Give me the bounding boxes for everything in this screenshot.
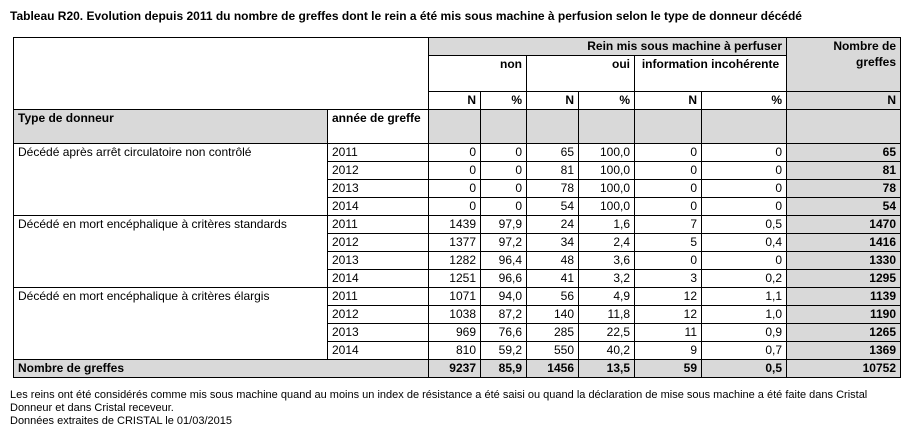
header-pct-oui: %: [579, 92, 635, 110]
value-cell-non-n: 1071: [429, 288, 481, 306]
value-cell-non-n: 0: [429, 198, 481, 216]
value-cell-inc-p: 1,1: [702, 288, 787, 306]
value-cell-non-p: 97,2: [481, 234, 527, 252]
value-cell-inc-p: 0: [702, 252, 787, 270]
donor-type-label: Décédé en mort encéphalique à critères standards: [14, 216, 328, 288]
value-cell-oui-n: 65: [527, 144, 579, 162]
value-cell-oui-n: 48: [527, 252, 579, 270]
value-cell-inc-p: 0: [702, 162, 787, 180]
header-donor-type: Type de donneur: [14, 110, 328, 144]
header-n-total: N: [787, 92, 901, 110]
total-cell: 1369: [787, 342, 901, 360]
footnote-line: Donneur et dans Cristal receveur.: [10, 402, 174, 414]
value-cell-oui-p: 11,8: [579, 306, 635, 324]
value-cell-inc-n: 0: [635, 252, 702, 270]
value-cell-inc-p: 0,5: [702, 216, 787, 234]
header-non-cell: non: [429, 56, 527, 92]
value-cell-non-n: 1439: [429, 216, 481, 234]
footnote-line: Données extraites de CRISTAL le 01/03/2015: [10, 415, 232, 427]
total-cell: 1265: [787, 324, 901, 342]
donor-type-label: Décédé après arrêt circulatoire non contrôlé: [14, 144, 328, 216]
header-blank: [429, 110, 481, 144]
header-blank: [527, 110, 579, 144]
value-cell-oui-p: 3,2: [579, 270, 635, 288]
header-n-inc: N: [635, 92, 702, 110]
year-cell: 2011: [328, 216, 429, 234]
value-cell-oui-n: 24: [527, 216, 579, 234]
total-cell: 78: [787, 180, 901, 198]
value-cell-non-p: 0: [481, 198, 527, 216]
value-cell-oui-n: 54: [527, 198, 579, 216]
grand-total-total: 10752: [787, 360, 901, 378]
value-cell-inc-n: 0: [635, 162, 702, 180]
value-cell-non-p: 87,2: [481, 306, 527, 324]
value-cell-non-n: 0: [429, 180, 481, 198]
value-cell-inc-p: 0: [702, 144, 787, 162]
header-empty-cell: [14, 38, 429, 110]
header-blank: [481, 110, 527, 144]
header-row-4: [14, 110, 901, 144]
data-table: [13, 37, 901, 378]
total-cell: 1190: [787, 306, 901, 324]
value-cell-oui-p: 1,6: [579, 216, 635, 234]
grand-total-inc-n: 59: [635, 360, 702, 378]
value-cell-inc-n: 5: [635, 234, 702, 252]
value-cell-non-n: 0: [429, 144, 481, 162]
table-title-prefix: Tableau R20.: [10, 9, 84, 23]
value-cell-non-p: 97,9: [481, 216, 527, 234]
total-cell: 1416: [787, 234, 901, 252]
value-cell-non-n: 1377: [429, 234, 481, 252]
grand-total-oui-n: 1456: [527, 360, 579, 378]
value-cell-oui-p: 2,4: [579, 234, 635, 252]
year-cell: 2013: [328, 324, 429, 342]
value-cell-oui-n: 140: [527, 306, 579, 324]
value-cell-non-p: 0: [481, 144, 527, 162]
total-cell: 65: [787, 144, 901, 162]
value-cell-non-n: 969: [429, 324, 481, 342]
value-cell-oui-p: 40,2: [579, 342, 635, 360]
total-cell: 1139: [787, 288, 901, 306]
value-cell-inc-n: 0: [635, 180, 702, 198]
header-n-non: N: [429, 92, 481, 110]
value-cell-inc-n: 11: [635, 324, 702, 342]
year-cell: 2014: [328, 198, 429, 216]
header-blank: [702, 110, 787, 144]
value-cell-oui-n: 550: [527, 342, 579, 360]
value-cell-inc-n: 7: [635, 216, 702, 234]
year-cell: 2014: [328, 342, 429, 360]
value-cell-inc-p: 0: [702, 198, 787, 216]
value-cell-oui-n: 78: [527, 180, 579, 198]
header-blank: [787, 110, 901, 144]
year-cell: 2011: [328, 144, 429, 162]
table-row: [14, 144, 901, 162]
grand-total-oui-p: 13,5: [579, 360, 635, 378]
value-cell-non-p: 59,2: [481, 342, 527, 360]
value-cell-non-n: 1251: [429, 270, 481, 288]
value-cell-oui-p: 22,5: [579, 324, 635, 342]
total-cell: 1330: [787, 252, 901, 270]
value-cell-inc-n: 0: [635, 198, 702, 216]
table-title-text: Evolution depuis 2011 du nombre de greffes dont le rein a été mis sous machine à perfusion selon le type de donneur décédé: [83, 9, 802, 23]
year-cell: 2012: [328, 162, 429, 180]
table-title: [10, 9, 802, 23]
grand-total-label: Nombre de greffes: [14, 360, 429, 378]
value-cell-oui-p: 3,6: [579, 252, 635, 270]
value-cell-oui-n: 34: [527, 234, 579, 252]
year-cell: 2014: [328, 270, 429, 288]
footnotes: [10, 389, 867, 428]
table-row: [14, 216, 901, 234]
value-cell-oui-n: 285: [527, 324, 579, 342]
value-cell-non-n: 810: [429, 342, 481, 360]
value-cell-oui-p: 100,0: [579, 144, 635, 162]
value-cell-non-n: 0: [429, 162, 481, 180]
value-cell-inc-p: 0,7: [702, 342, 787, 360]
value-cell-oui-n: 56: [527, 288, 579, 306]
header-year: année de greffe: [328, 110, 429, 144]
value-cell-non-p: 94,0: [481, 288, 527, 306]
year-cell: 2011: [328, 288, 429, 306]
footnote-line: Les reins ont été considérés comme mis sous machine quand au moins un index de résistance a été saisi ou quand la déclaration de mise sous machine a été faite dans Cristal: [10, 389, 868, 401]
header-total-cell: Nombre de greffes: [787, 38, 901, 92]
value-cell-non-p: 96,6: [481, 270, 527, 288]
total-cell: 81: [787, 162, 901, 180]
value-cell-inc-n: 3: [635, 270, 702, 288]
year-cell: 2013: [328, 180, 429, 198]
value-cell-inc-p: 0,2: [702, 270, 787, 288]
value-cell-inc-p: 0,4: [702, 234, 787, 252]
value-cell-inc-n: 9: [635, 342, 702, 360]
value-cell-oui-n: 81: [527, 162, 579, 180]
grand-total-row: [14, 360, 901, 378]
value-cell-inc-n: 12: [635, 306, 702, 324]
value-cell-inc-n: 12: [635, 288, 702, 306]
value-cell-non-n: 1038: [429, 306, 481, 324]
header-blank: [579, 110, 635, 144]
header-pct-inc: %: [702, 92, 787, 110]
value-cell-inc-p: 0,9: [702, 324, 787, 342]
header-oui-cell: oui: [527, 56, 635, 92]
value-cell-oui-p: 100,0: [579, 180, 635, 198]
table-row: [14, 288, 901, 306]
grand-total-non-p: 85,9: [481, 360, 527, 378]
value-cell-inc-p: 0: [702, 180, 787, 198]
donor-type-label: Décédé en mort encéphalique à critères élargis: [14, 288, 328, 360]
value-cell-non-p: 0: [481, 162, 527, 180]
header-group-cell: Rein mis sous machine à perfuser: [429, 38, 787, 56]
value-cell-non-p: 96,4: [481, 252, 527, 270]
header-pct-non: %: [481, 92, 527, 110]
header-n-oui: N: [527, 92, 579, 110]
value-cell-oui-p: 100,0: [579, 198, 635, 216]
total-cell: 54: [787, 198, 901, 216]
value-cell-oui-n: 41: [527, 270, 579, 288]
value-cell-non-p: 0: [481, 180, 527, 198]
value-cell-oui-p: 100,0: [579, 162, 635, 180]
value-cell-non-n: 1282: [429, 252, 481, 270]
year-cell: 2012: [328, 306, 429, 324]
year-cell: 2013: [328, 252, 429, 270]
header-incoherent-cell: information incohérente: [635, 56, 787, 92]
header-row-1: [14, 38, 901, 56]
total-cell: 1295: [787, 270, 901, 288]
total-cell: 1470: [787, 216, 901, 234]
value-cell-oui-p: 4,9: [579, 288, 635, 306]
grand-total-inc-p: 0,5: [702, 360, 787, 378]
header-blank: [635, 110, 702, 144]
value-cell-inc-p: 1,0: [702, 306, 787, 324]
value-cell-inc-n: 0: [635, 144, 702, 162]
grand-total-non-n: 9237: [429, 360, 481, 378]
year-cell: 2012: [328, 234, 429, 252]
value-cell-non-p: 76,6: [481, 324, 527, 342]
